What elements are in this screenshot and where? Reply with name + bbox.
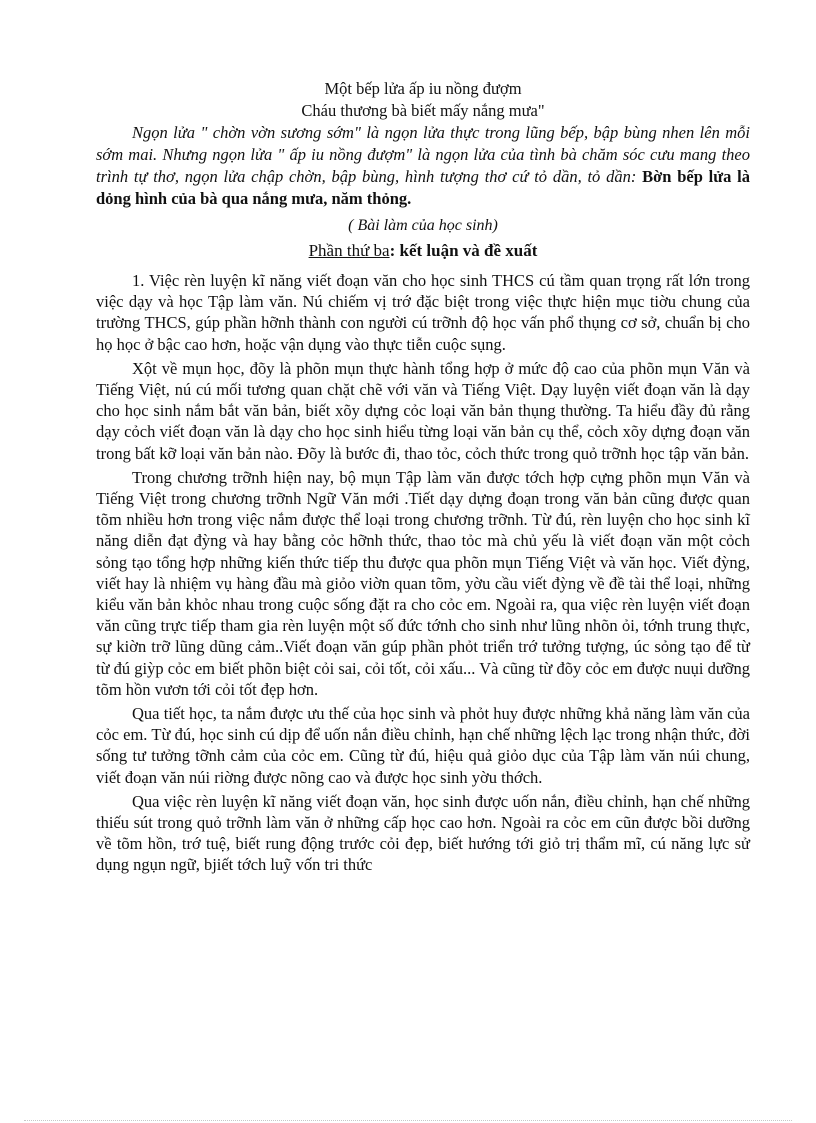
poem-analysis-paragraph [96,122,750,210]
body-paragraph: Xột về mụn học, đõy là phõn mụn thực hành tổng hợp ở mức độ cao của phõn mụn Văn và Tiếng Việt, nú cú mối tương quan chặt chẽ với văn và Tiếng Việt. Dạy luyện viết đoạn văn là dạy cho học sinh nắm bắt văn bản, biết xõy dựng cỏc loại văn bản thụng thường. Ta hiểu đầy đủ rằng dạy cỏch viết đoạn văn là dạy cho học sinh hiểu từng loại văn bản cụ thể, cỏch xõy dựng đoạn văn trong bất kỡ loại văn bản nào. Đõy là bước đi, thao tỏc, cỏch thức trong quỏ trỡnh học tập văn bản. [96,358,750,463]
page-footer-divider [24,1120,792,1121]
section-heading [96,238,750,264]
analysis-italic-text: Ngọn lửa " chờn vờn sương sớm" là ngọn lửa thực trong lũng bếp, bập bùng nhen lên mỗi sớm mai. Nhưng ngọn lửa " ấp iu nồng đượm" là ngọn lửa của tình bà chăm sóc cưu mang theo trình tự thơ, ngọn lửa chập chờn, bập bùng, hình tượng thơ cứ tỏ dần, tỏ dần: [96,123,750,186]
analysis-bold-conclusion: Bờn bếp lửa là dỏng hình của bà qua nắng mưa, năm thỏng. [96,167,750,208]
body-paragraph: Qua việc rèn luyện kĩ năng viết đoạn văn, học sinh được uốn nắn, điều chỉnh, hạn chế những thiếu sút trong quỏ trỡnh làm văn ở những cấp học cao hơn. Ngoài ra cỏc em cũn được bồi dưỡng về tõm hồn, trớ tuệ, biết rung động trước cỏi đẹp, biết hướng tới giỏ trị thẩm mĩ, cú năng lực sử dụng ngụn ngữ, bjiết tớch luỹ vốn tri thức [96,791,750,875]
poem-line-1: Một bếp lửa ấp iu nồng đượm [324,79,522,98]
document-page [96,78,750,876]
body-paragraph: Qua tiết học, ta nắm được ưu thế của học sinh và phỏt huy được những khả năng làm văn của cỏc em. Từ đú, học sinh cú dịp để uốn nắn điều chỉnh, hạn chế những lệch lạc trong nhận thức, đời sống tư tưởng tỡnh cảm của cỏc em. Cũng từ đú, hiệu quả giỏo dục của Tập làm văn núi chung, viết đoạn văn núi riờng được nõng cao và được học sinh yờu thớch. [96,704,750,787]
source-note: ( Bài làm của học sinh) [348,217,498,234]
section-label: Phần thứ ba [308,241,390,260]
section-title: : kết luận và đề xuất [389,241,538,260]
body-paragraph: 1. Việc rèn luyện kĩ năng viết đoạn văn cho học sinh THCS cú tầm quan trọng rất lớn trong việc dạy và học Tập làm văn. Nú chiếm vị trớ đặc biệt trong việc thực hiện mục tiờu chung của trường THCS, gúp phần hỡnh thành con người cú trỡnh độ học vấn phổ thụng cơ sở, chuẩn bị cho họ học ở bậc cao hơn, hoặc vận dụng vào thực tiễn cuộc sụng. [96,271,750,354]
body-paragraph: Trong chương trỡnh hiện nay, bộ mụn Tập làm văn được tớch hợp cựng phõn mụn Văn và Tiếng Việt trong chương trỡnh Ngữ Văn mới .Tiết dạy dựng đoạn trong văn bản cũng được quan tõm nhiều hơn trong việc nắm được thể loại trong chương trỡnh. Từ đú, rèn luyện cho học sinh kĩ năng diễn đạt đỳng và hay bằng cỏc hỡnh thức, thao tỏc mà chủ yếu là viết đoạn văn một cỏch sỏng tạo tổng hợp những kiến thức tiếp thu được qua phõn mụn Tiếng Việt và văn học. Viết đỳng, viết hay là nhiệm vụ hàng đầu mà giỏo viờn quan tõm, yờu cầu viết đỳng về đề tài thể loại, những kiểu văn bản khỏc nhau trong cuộc sống đặt ra cho cỏc em. Ngoài ra, qua việc rèn luyện viết đoạn văn cũng trực tiếp tham gia rèn luyện một số đức tớnh cho sinh như lũng nhõn ỏi, tớnh trung thực, sự kiờn trỡ lũng dũng cảm..Viết đoạn văn gúp phần phỏt triển trớ tưởng tượng, úc sỏng tạo để từ từ đú giỳp cỏc em biết phõn biệt cỏi sai, cỏi tốt, cỏi xấu... Và cũng từ đõy cỏc em được nuụi dưỡng tõm hồn vươn tới cỏi tốt đẹp hơn. [96,467,750,699]
poem-line-2: Cháu thương bà biết mấy nắng mưa" [301,101,545,120]
